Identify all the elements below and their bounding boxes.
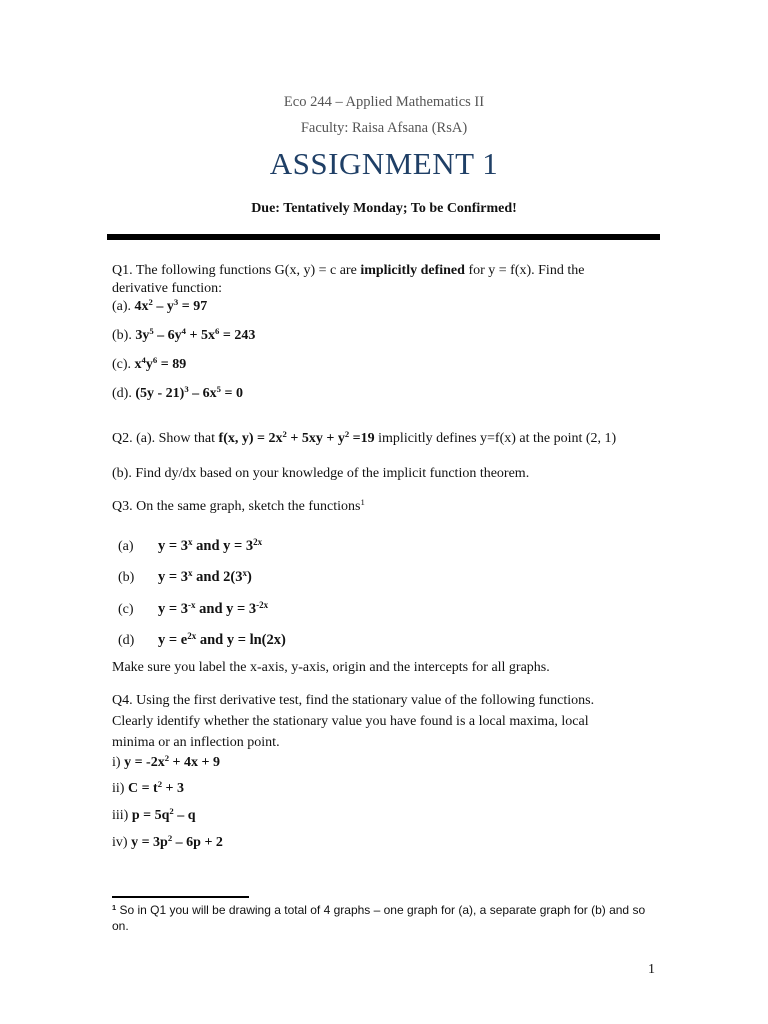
q1-item-expr: $x^4y^6 = 89$ bbox=[134, 355, 187, 372]
q3-item-d bbox=[118, 632, 286, 649]
q1-intro bbox=[112, 262, 584, 280]
page-number: 1 bbox=[648, 962, 655, 977]
q3-item-expr: $y = e^{2x}$ and y = ln(2x) bbox=[158, 631, 286, 648]
footnote-text: So in Q1 you will be drawing a total of 4 graphs – one graph for (a), a separate graph for (b) and so on. bbox=[112, 903, 646, 933]
q2-part-b: (b). Find dy/dx based on your knowledge of the implicit function theorem. bbox=[112, 466, 530, 481]
q3-item-label: (c) bbox=[118, 602, 134, 617]
q3-item-a bbox=[118, 538, 262, 555]
q4-item-label: iii) bbox=[112, 808, 132, 823]
q4-line1: Q4. Using the first derivative test, find the stationary value of the following functions. bbox=[112, 693, 595, 708]
q1-item-label: (c). bbox=[112, 357, 135, 372]
q4-item-expr: $p = 5q^2 - q$ bbox=[131, 806, 196, 823]
q1-intro-bold: implicitly defined bbox=[360, 263, 465, 278]
q1-item-d bbox=[112, 385, 243, 403]
q4-item-label: i) bbox=[112, 755, 125, 770]
q4-item-expr: $C = t^2 + 3$ bbox=[127, 779, 185, 796]
q3-item-expr: $y = 3^x$ and 2(3$^x$) bbox=[158, 568, 252, 585]
footnote bbox=[112, 902, 660, 934]
q1-item-label: (b). bbox=[112, 328, 136, 343]
footnote-marker: 1 bbox=[112, 902, 117, 912]
q4-item-expr: $y = -2x^2 + 4x + 9$ bbox=[124, 753, 221, 770]
q4-item-label: ii) bbox=[112, 781, 128, 796]
q4-line3: minima or an inflection point. bbox=[112, 735, 280, 750]
q3-item-label: (d) bbox=[118, 633, 135, 648]
course-title: Eco 244 – Applied Mathematics II bbox=[283, 94, 485, 110]
q4-item-iii bbox=[112, 807, 196, 825]
q1-item-expr: $4x^2 - y^3 = 97$ bbox=[134, 297, 208, 314]
q4-item-expr: $y = 3p^2 - 6p + 2$ bbox=[131, 833, 223, 850]
q1-intro-text-b: for y = f(x). Find the bbox=[464, 263, 585, 278]
q1-item-c bbox=[112, 356, 186, 374]
q1-item-expr: $(5y - 21)^3 - 6x^5 = 0$ bbox=[135, 384, 243, 401]
q3-item-expr: $y = 3^x$ and $y = 3^{2x}$ bbox=[158, 537, 263, 554]
q3-item-label: (b) bbox=[118, 570, 135, 585]
q2-part-a: Q2. (a). Show that f(x, $y) = 2x^2 + 5xy + y^2 =19$ implicitly defines y=f(x) at the point (2, 1) bbox=[112, 429, 617, 446]
q1-item-label: (a). bbox=[112, 299, 135, 314]
q4-item-i bbox=[112, 754, 220, 772]
q4-item-ii bbox=[112, 780, 184, 798]
q1-item-label: (d). bbox=[112, 386, 136, 401]
q1-intro-text-a: Q1. The following functions G(x, y) = c are bbox=[112, 263, 361, 278]
q3-item-expr: $y = 3^{-x}$ and $y = 3^{-2x}$ bbox=[158, 600, 269, 617]
footnote-separator bbox=[112, 896, 249, 898]
q3-item-b bbox=[118, 569, 252, 586]
page-title: ASSIGNMENT 1 bbox=[269, 146, 499, 181]
header-divider bbox=[107, 234, 660, 240]
q4-item-iv bbox=[112, 834, 223, 852]
q3-item-label: (a) bbox=[118, 539, 134, 554]
q1-item-b bbox=[112, 327, 255, 345]
q3-item-c bbox=[118, 601, 268, 618]
due-date: Due: Tentatively Monday; To be Confirmed! bbox=[251, 201, 517, 216]
q1-intro-line2: derivative function: bbox=[112, 281, 223, 296]
q1-item-a bbox=[112, 298, 207, 316]
q4-item-label: iv) bbox=[112, 835, 132, 850]
q3-note: Make sure you label the x-axis, y-axis, origin and the intercepts for all graphs. bbox=[112, 660, 550, 675]
q3-intro: Q3. On the same graph, sketch the functions$^1$ bbox=[112, 497, 365, 514]
q1-item-expr: $3y^5 - 6y^4 + 5x^6 = 243$ bbox=[135, 326, 256, 343]
q4-line2: Clearly identify whether the stationary value you have found is a local maxima, local bbox=[112, 714, 589, 729]
faculty-line: Faculty: Raisa Afsana (RsA) bbox=[300, 120, 468, 136]
